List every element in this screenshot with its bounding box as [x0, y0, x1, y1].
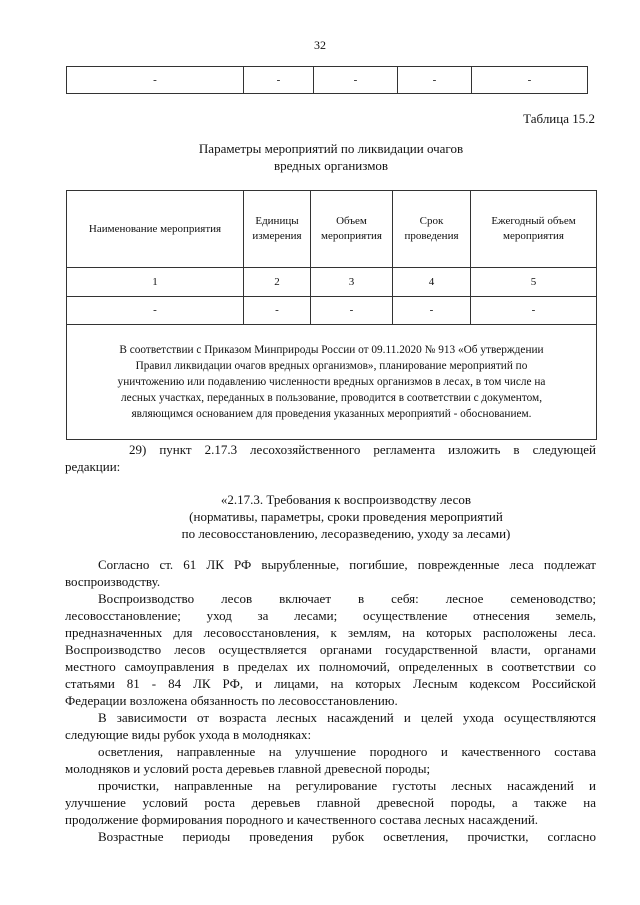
paragraph: Воспроизводство лесов включает в себя: лесное семеноводство; лесовосстановление; уход за лесами; осуществление отнесения земель, предназначенных для лесовосстановления, к землям, на которых расположены леса. Воспроизводство лесов осуществляется органами государственной власти, органами местного самоуправления в пределах их полномочий, определенных в соответствии со статьями 81 - 84 ЛК РФ, и лицами, на которых Лесным кодексом Российской Федерации возложена обязанность по лесовосстановлению.	[65, 591, 596, 708]
column-number-cell: 4	[393, 268, 471, 297]
table-cell: -	[244, 297, 311, 325]
table-title	[66, 140, 596, 174]
paragraph-item-29: 29) пункт 2.17.3 лесохозяйственного регламента изложить в следующей редакции:	[65, 442, 596, 474]
table-cell: -	[244, 67, 314, 94]
column-number-cell: 1	[67, 268, 244, 297]
table-cell: -	[311, 297, 393, 325]
previous-table-last-row	[66, 66, 588, 94]
column-number-cell: 2	[244, 268, 311, 297]
parameters-table	[66, 190, 597, 440]
table-cell: -	[67, 297, 244, 325]
column-number-cell: 5	[471, 268, 597, 297]
table-cell: -	[314, 67, 398, 94]
paragraph: В зависимости от возраста лесных насаждений и целей ухода осуществляются следующие виды рубок ухода в молодняках:	[65, 710, 596, 742]
table-cell: -	[67, 67, 244, 94]
section-title: «2.17.3. Требования к воспроизводству лесов (нормативы, параметры, сроки проведения мероприятий по лесовосстановлению, лесоразведению, уходу за лесами)	[181, 492, 511, 541]
paragraph: Согласно ст. 61 ЛК РФ вырубленные, погибшие, поврежденные леса подлежат воспроизводству.	[65, 557, 596, 589]
page-number: 32	[314, 38, 326, 52]
table-caption: Таблица 15.2	[523, 111, 595, 126]
table-cell: -	[472, 67, 588, 94]
header-cell: Единицы измерения	[244, 191, 311, 268]
header-cell: Объем мероприятия	[311, 191, 393, 268]
header-cell: Наименование мероприятия	[67, 191, 244, 268]
table-cell: -	[471, 297, 597, 325]
table-title-line: вредных организмов	[273, 158, 389, 173]
header-cell: Срок проведения	[393, 191, 471, 268]
column-number-cell: 3	[311, 268, 393, 297]
table-note-cell: В соответствии с Приказом Минприроды России от 09.11.2020 № 913 «Об утверждении Правил ликвидации очагов вредных организмов», планирование мероприятий по уничтожению или подавлению численности вредных организмов в лесах, в том числе на лесных участках, переданных в пользование, проводится в соответствии с документом, являющимся основанием для проведения указанных мероприятий - обоснованием.	[67, 325, 597, 440]
paragraph: Возрастные периоды проведения рубок осветления, прочистки, согласно	[98, 829, 596, 844]
header-cell: Ежегодный объем мероприятия	[471, 191, 597, 268]
table-title-line: Параметры мероприятий по ликвидации очагов	[198, 141, 464, 156]
body-text	[65, 556, 596, 845]
table-cell: -	[398, 67, 472, 94]
table-cell: -	[393, 297, 471, 325]
paragraph: прочистки, направленные на регулирование густоты лесных насаждений и улучшение условий роста деревьев главной древесной породы, а также на продолжение формирования породного и качественного состава лесных насаждений.	[65, 778, 596, 827]
paragraph: осветления, направленные на улучшение породного и качественного состава молодняков и условий роста деревьев главной древесной породы;	[65, 744, 596, 776]
